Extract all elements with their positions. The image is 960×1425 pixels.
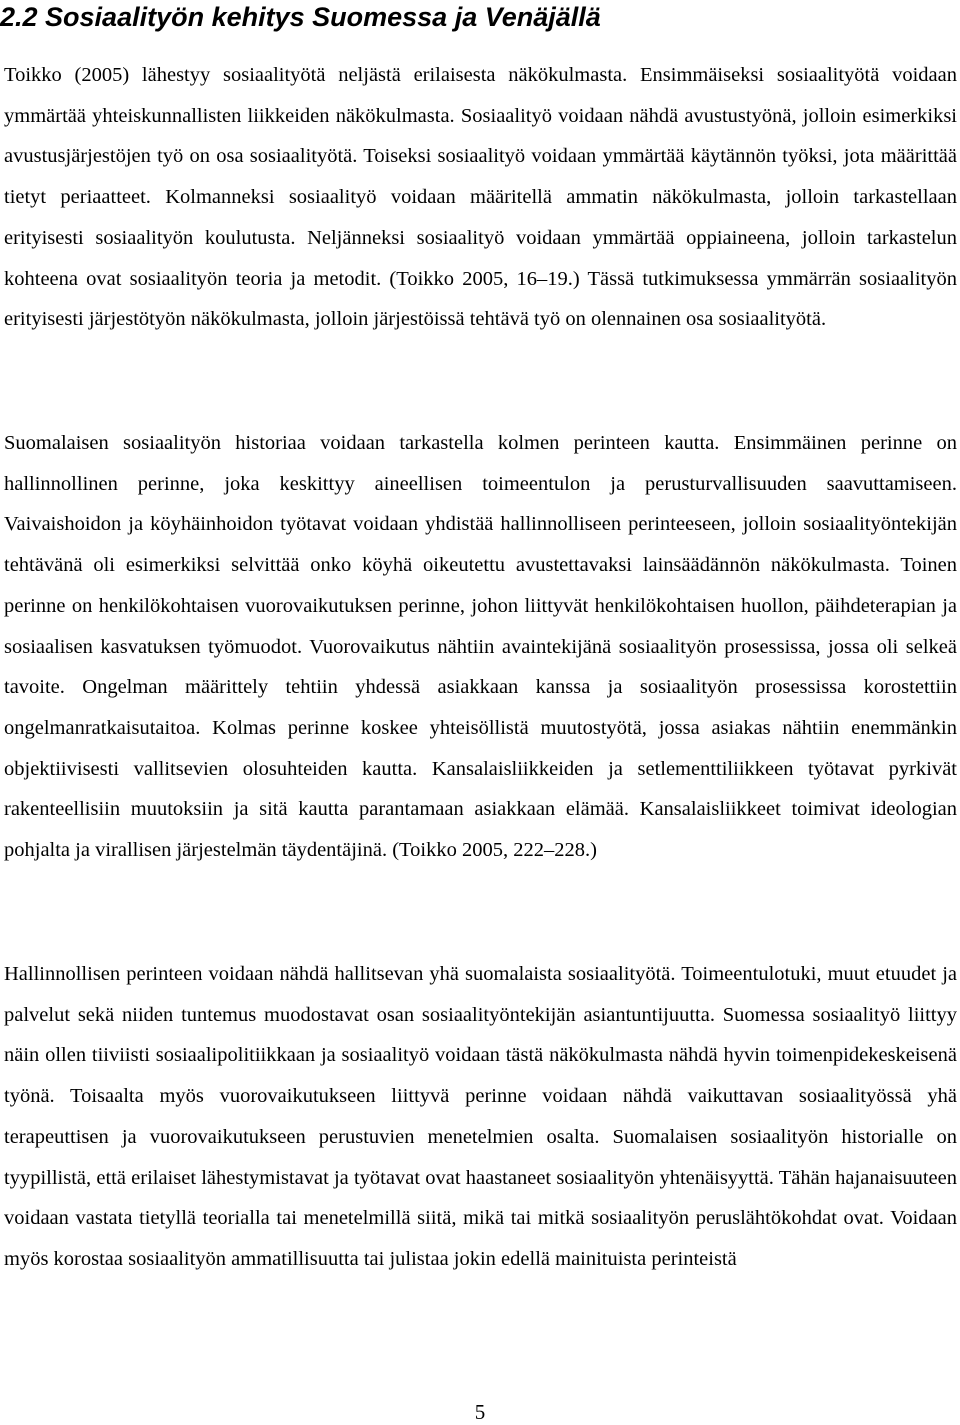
page-number: 5 xyxy=(474,1400,486,1424)
paragraph-traditions: Suomalaisen sosiaalityön historiaa voidaan tarkastella kolmen perinteen kautta. Ensimmäinen perinne on hallinnollinen perinne, joka keskittyy aineellisen toimeentulon ja perusturvallisuuden saavuttamiseen. Vaivaishoidon ja köyhäinhoidon työtavat voidaan yhdistää hallinnolliseen perinteeseen, jolloin sosiaalityöntekijän tehtävänä oli esimerkiksi selvittää onko köyhä oikeutettu avustettavaksi lainsäädännön näkökulmasta. Toinen perinne on henkilökohtaisen vuorovaikutuksen perinne, johon liittyvät henkilökohtaisen huollon, päihdeterapian ja sosiaalisen kasvatuksen työmuodot. Vuorovaikutus nähtiin avaintekijänä sosiaalityön prosessissa, jossa oli selkeä tavoite. Ongelman määrittely tehtiin yhdessä asiakkaan kanssa ja sosiaalityön prosessissa korostettiin ongelmanratkaisutaitoa. Kolmas perinne koskee yhteisöllistä muutostyötä, jossa asiakas nähtiin enemmänkin objektiivisesti vallitsevien olosuhteiden kautta. Kansalaisliikkeiden ja setlementtiliikkeen työtavat pyrkivät rakenteellisiin muutoksiin ja sitä kautta parantamaan asiakkaan elämää. Kansalaisliikkeet toimivat ideologian pohjalta ja virallisen järjestelmän täydentäjinä. (Toikko 2005, 222–228.) xyxy=(4,432,957,862)
paragraph-administrative-tradition: Hallinnollisen perinteen voidaan nähdä hallitsevan yhä suomalaista sosiaalityötä. Toimeentulotuki, muut etuudet ja palvelut sekä niiden tuntemus muodostavat osan sosiaalityöntekijän asiantuntijuutta. Suomessa sosiaalityö liittyy näin ollen tiiviisti sosiaalipolitiikkaan ja sosiaalityö voidaan tästä näkökulmasta nähdä hyvin toimenpidekeskeisenä työnä. Toisaalta myös vuorovaikutukseen liittyvä perinne voidaan nähdä vaikuttavan sosiaalityössä yhä terapeuttisen ja vuorovaikutukseen perustuvien menetelmien osalta. Suomalaisen sosiaalityön historialle on tyypillistä, että erilaiset lähestymistavat ja työtavat ovat haastaneet sosiaalityön yhtenäisyyttä. Tähän hajanaisuuteen voidaan vastata tietyllä teorialla tai menetelmillä siitä, mikä tai mitkä sosiaalityön peruslähtökohdat ovat. Voidaan myös korostaa sosiaalityön ammatillisuutta tai julistaa jokin edellä mainituista perinteistä xyxy=(4,963,957,1270)
section-heading: 2.2 Sosiaalityön kehitys Suomessa ja Venäjällä xyxy=(0,2,601,32)
paragraph-perspectives: Toikko (2005) lähestyy sosiaalityötä neljästä erilaisesta näkökulmasta. Ensimmäiseksi sosiaalityötä voidaan ymmärtää yhteiskunnallisten liikkeiden näkökulmasta. Sosiaalityö voidaan nähdä avustustyönä, jolloin esimerkiksi avustusjärjestöjen työ on osa sosiaalityötä. Toiseksi sosiaalityö voidaan ymmärtää käytännön työksi, jota määrittää tietyt periaatteet. Kolmanneksi sosiaalityö voidaan määritellä ammatin näkökulmasta, jolloin tarkastellaan erityisesti sosiaalityön koulutusta. Neljänneksi sosiaalityö voidaan ymmärtää oppiaineena, jolloin tarkastelun kohteena ovat sosiaalityön teoria ja metodit. (Toikko 2005, 16–19.) Tässä tutkimuksessa ymmärrän sosiaalityön erityisesti järjestötyön näkökulmasta, jolloin järjestöissä tehtävä työ on olennainen osa sosiaalityötä. xyxy=(4,64,957,331)
